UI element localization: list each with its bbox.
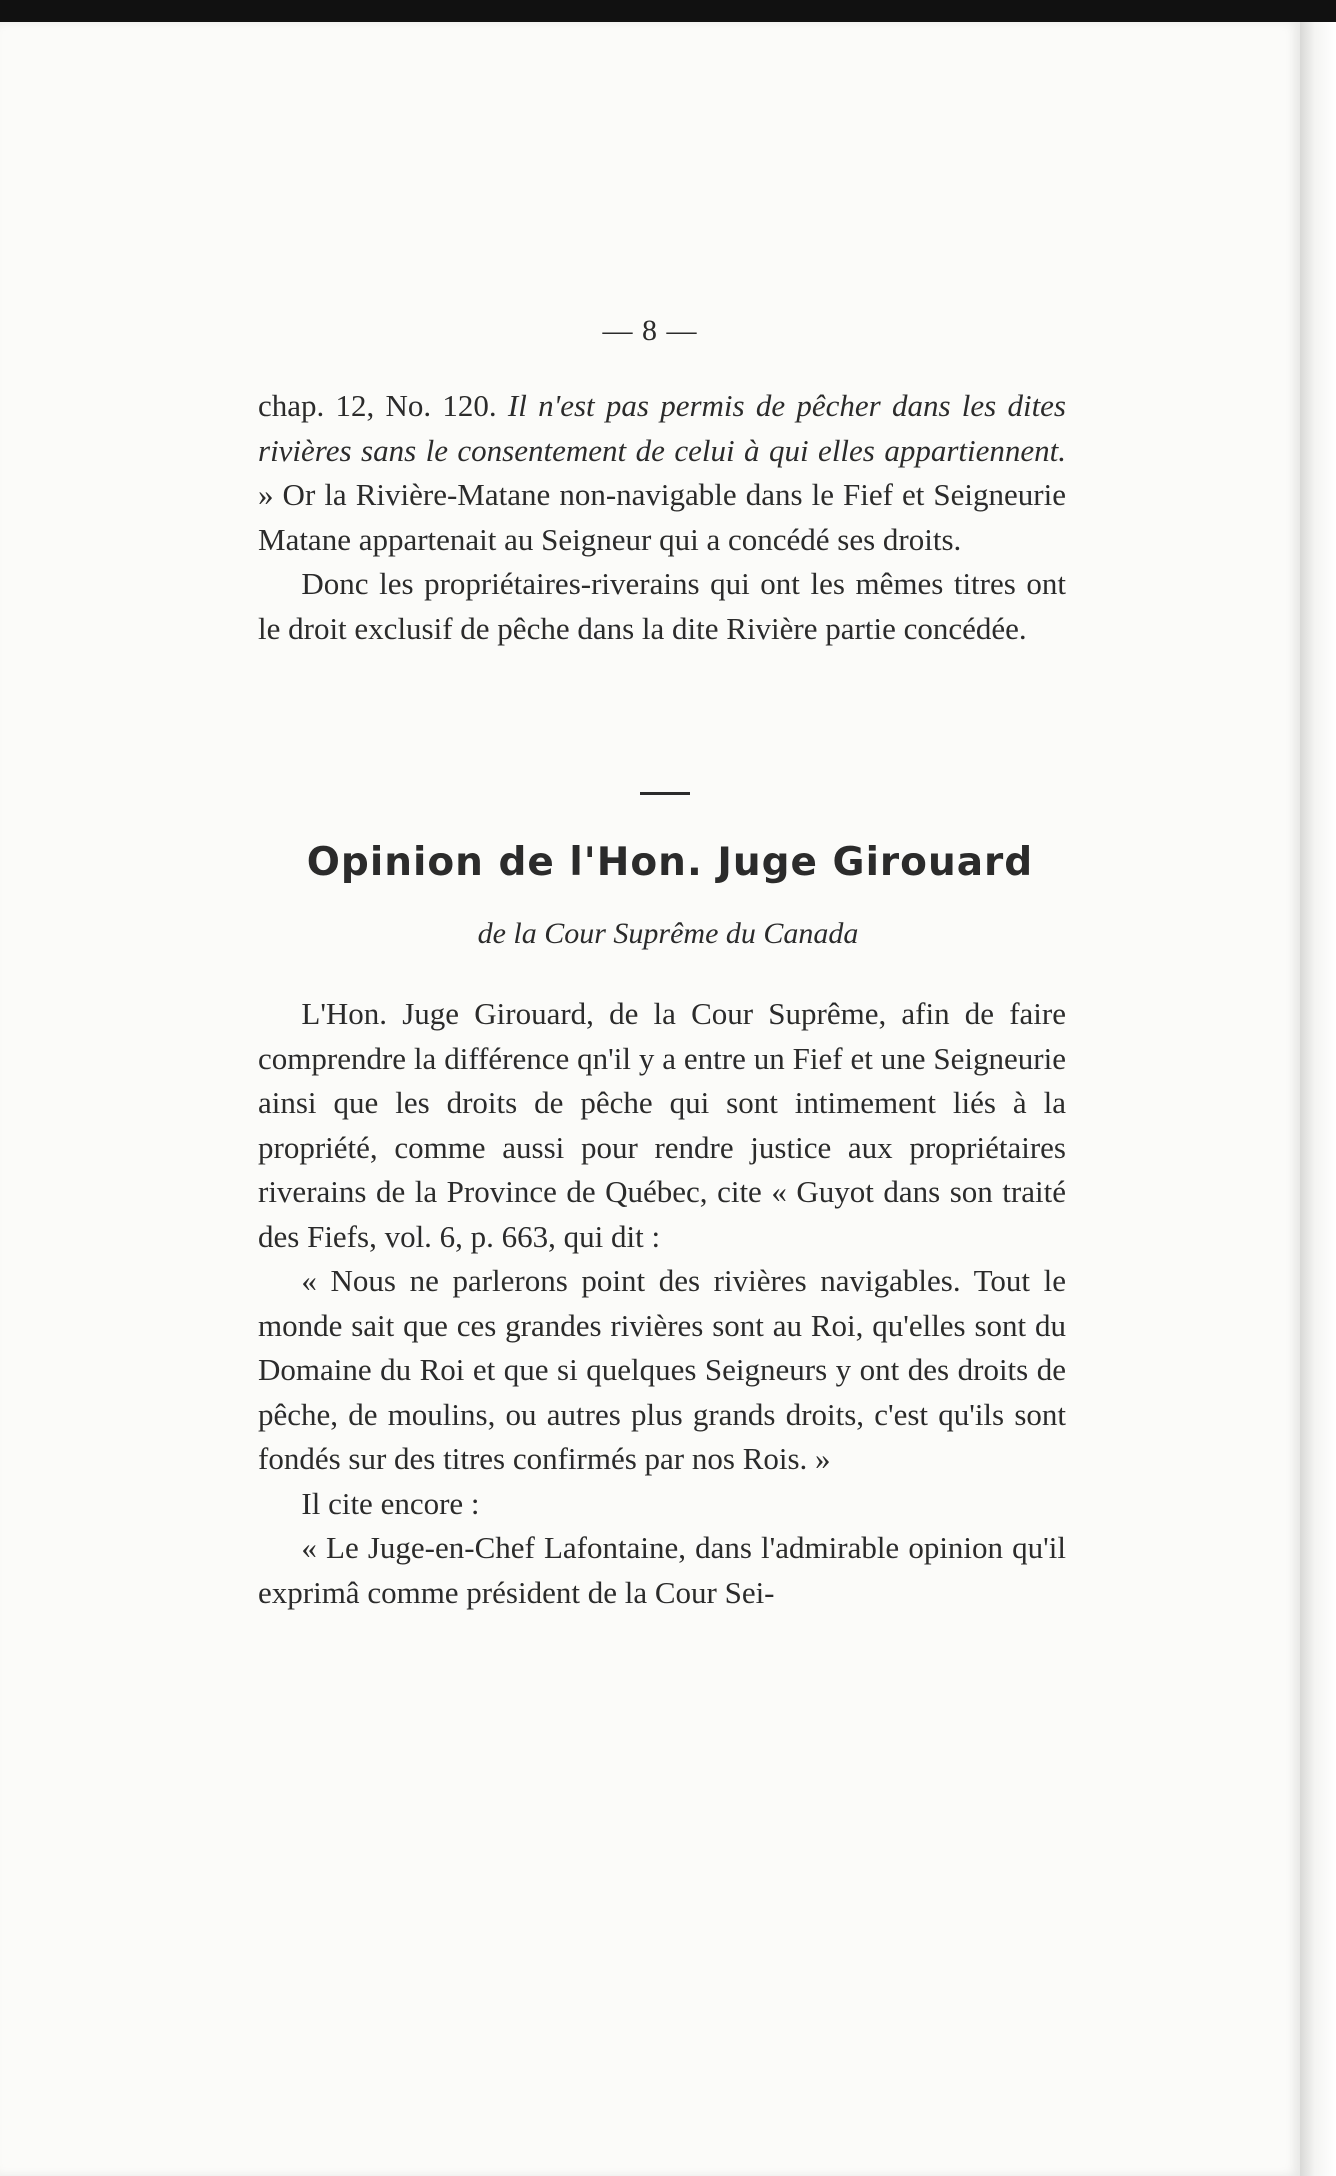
text-block-lower [258, 992, 1066, 1615]
paragraph-guyot-quote: « Nous ne parlerons point des rivières navigables. Tout le monde sait que ces grandes rivières sont au Roi, qu'elles sont du Domaine du Roi et que si quelques Seigneurs y ont des droits de pêche, de moulins, ou autres plus grands droits, c'est qu'ils sont fondés sur des titres confirmés par nos Rois. » [258, 1263, 1066, 1476]
scan-top-border [0, 0, 1336, 22]
page-edge-shadow [1300, 22, 1336, 2176]
section-subheading: de la Cour Suprême du Canada [477, 917, 859, 950]
paragraph-lafontaine: « Le Juge-en-Chef Lafontaine, dans l'admirable opinion qu'il exprimâ comme président de la Cour Sei- [258, 1530, 1066, 1610]
paragraph-citation [258, 384, 1066, 562]
citation-continuation: » Or la Rivière-Matane non-navigable dans le Fief et Seigneurie Matane appartenait au Seigneur qui a concédé ses droits. [258, 477, 1066, 557]
paragraph-girouard: L'Hon. Juge Girouard, de la Cour Suprême, afin de faire comprendre la différence qn'il y a entre un Fief et une Seigneurie ainsi que les droits de pêche qui sont intimement liés à la propriété, comme aussi pour rendre justice aux propriétaires riverains de la Province de Québec, cite « Guyot dans son traité des Fiefs, vol. 6, p. 663, qui dit : [258, 996, 1066, 1254]
text-block-upper [258, 384, 1066, 651]
citation-text: chap. 12, No. 120. [258, 388, 508, 423]
paragraph-conclusion: Donc les propriétaires-riverains qui ont les mêmes titres ont le droit exclusif de pêche dans la dite Rivière partie concédée. [258, 566, 1066, 646]
citation-quote-italic: Il n'est pas permis de pêcher dans les dites rivières sans le consentement de celui à qui elles appartiennent. [258, 388, 1066, 468]
paragraph-cite-encore: Il cite encore : [301, 1485, 480, 1521]
section-divider [640, 792, 690, 795]
section-heading: Opinion de l'Hon. Juge Girouard [306, 840, 1034, 885]
page-number: — 8 — [602, 314, 698, 347]
document-page [0, 22, 1300, 2176]
